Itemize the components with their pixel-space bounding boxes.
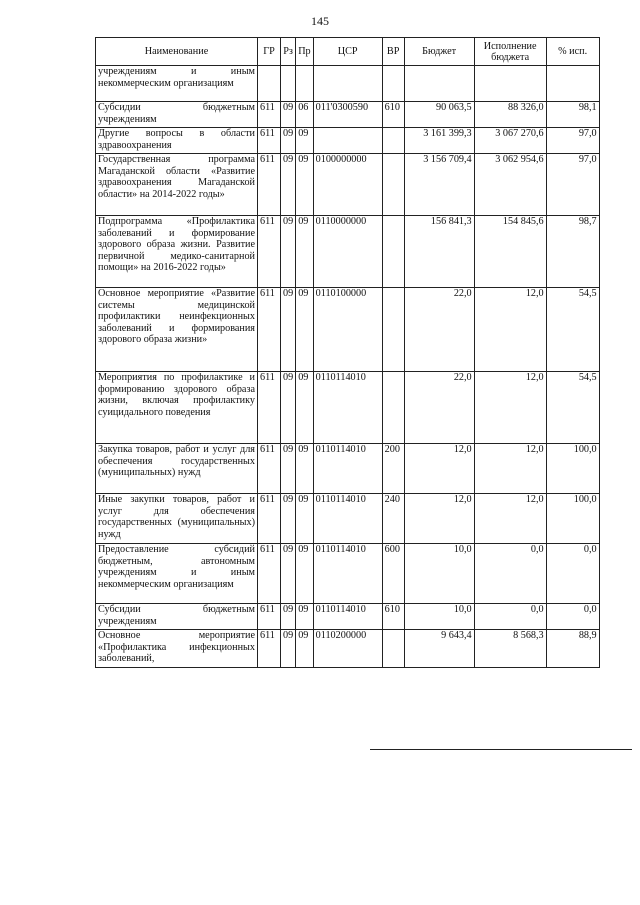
- column-header-percent: % исп.: [546, 38, 599, 66]
- row-gr-cell: 611: [258, 288, 281, 372]
- row-rz-cell: 09: [281, 216, 296, 288]
- row-percent-cell: 97,0: [546, 154, 599, 216]
- row-budget-cell: 156 841,3: [404, 216, 474, 288]
- row-pr-cell: 09: [296, 372, 313, 444]
- row-vr-cell: 610: [382, 604, 404, 630]
- row-gr-cell: 611: [258, 216, 281, 288]
- row-name-cell: [96, 288, 258, 372]
- row-name-cell: [96, 544, 258, 604]
- row-execution-cell: 8 568,3: [474, 630, 546, 668]
- row-csr-cell: [313, 66, 382, 102]
- row-vr-cell: 240: [382, 494, 404, 544]
- row-rz-cell: 09: [281, 604, 296, 630]
- column-header-pr: Пр: [296, 38, 313, 66]
- row-execution-cell: [474, 66, 546, 102]
- row-pr-cell: 09: [296, 494, 313, 544]
- row-gr-cell: 611: [258, 102, 281, 128]
- row-execution-cell: 12,0: [474, 444, 546, 494]
- row-budget-cell: 3 156 709,4: [404, 154, 474, 216]
- table-row: [96, 372, 600, 444]
- row-name-text: Субсидии бюджетным учреждениям: [98, 102, 255, 125]
- row-percent-cell: [546, 66, 599, 102]
- row-name-text: Субсидии бюджетным учреждениям: [98, 604, 255, 627]
- row-csr-cell: 011'0300590: [313, 102, 382, 128]
- table-row: [96, 630, 600, 668]
- row-vr-cell: [382, 372, 404, 444]
- row-gr-cell: 611: [258, 494, 281, 544]
- row-name-cell: [96, 372, 258, 444]
- row-execution-cell: 154 845,6: [474, 216, 546, 288]
- row-execution-cell: 12,0: [474, 494, 546, 544]
- row-rz-cell: 09: [281, 630, 296, 668]
- row-percent-cell: 97,0: [546, 128, 599, 154]
- row-rz-cell: 09: [281, 128, 296, 154]
- column-header-name: Наименование: [96, 38, 258, 66]
- row-rz-cell: 09: [281, 494, 296, 544]
- row-pr-cell: 09: [296, 544, 313, 604]
- row-name-text: Основное мероприятие «Профилактика инфекционных заболеваний,: [98, 630, 255, 665]
- row-execution-cell: 12,0: [474, 372, 546, 444]
- column-header-gr: ГР: [258, 38, 281, 66]
- row-pr-cell: 09: [296, 128, 313, 154]
- row-budget-cell: 22,0: [404, 288, 474, 372]
- footer-divider: [370, 749, 632, 750]
- row-name-cell: [96, 66, 258, 102]
- row-csr-cell: 0110114010: [313, 494, 382, 544]
- row-budget-cell: 10,0: [404, 604, 474, 630]
- row-percent-cell: 54,5: [546, 288, 599, 372]
- row-budget-cell: 12,0: [404, 444, 474, 494]
- table-row: [96, 102, 600, 128]
- row-execution-cell: 0,0: [474, 544, 546, 604]
- table-row: [96, 494, 600, 544]
- row-execution-cell: 12,0: [474, 288, 546, 372]
- row-pr-cell: 09: [296, 630, 313, 668]
- table-row: [96, 154, 600, 216]
- table-row: [96, 544, 600, 604]
- row-csr-cell: 0110114010: [313, 444, 382, 494]
- row-name-text: Подпрограмма «Профилактика заболеваний и формирование здорового образа жизни. Развитие первичной медико-санитарной помощи» на 2016-2022 годы»: [98, 216, 255, 274]
- row-execution-cell: 0,0: [474, 604, 546, 630]
- row-execution-cell: 3 062 954,6: [474, 154, 546, 216]
- row-name-text: Государственная программа Магаданской области «Развитие здравоохранения Магаданской области» на 2014-2022 годы»: [98, 154, 255, 200]
- row-gr-cell: 611: [258, 154, 281, 216]
- row-pr-cell: 09: [296, 604, 313, 630]
- row-vr-cell: 600: [382, 544, 404, 604]
- row-percent-cell: 88,9: [546, 630, 599, 668]
- row-name-cell: [96, 216, 258, 288]
- row-vr-cell: [382, 66, 404, 102]
- row-vr-cell: [382, 288, 404, 372]
- row-execution-cell: 3 067 270,6: [474, 128, 546, 154]
- row-rz-cell: 09: [281, 154, 296, 216]
- row-percent-cell: 0,0: [546, 544, 599, 604]
- table-row: [96, 216, 600, 288]
- row-vr-cell: [382, 128, 404, 154]
- row-percent-cell: 0,0: [546, 604, 599, 630]
- row-gr-cell: 611: [258, 444, 281, 494]
- row-name-cell: [96, 154, 258, 216]
- row-name-cell: [96, 444, 258, 494]
- table-row: [96, 288, 600, 372]
- row-budget-cell: 22,0: [404, 372, 474, 444]
- row-vr-cell: [382, 216, 404, 288]
- column-header-vr: ВР: [382, 38, 404, 66]
- row-percent-cell: 54,5: [546, 372, 599, 444]
- row-name-text: Мероприятия по профилактике и формированию здорового образа жизни, включая профилактику суицидального поведения: [98, 372, 255, 418]
- table-row: [96, 128, 600, 154]
- row-gr-cell: 611: [258, 128, 281, 154]
- row-rz-cell: 09: [281, 288, 296, 372]
- row-budget-cell: 9 643,4: [404, 630, 474, 668]
- row-name-text: Основное мероприятие «Развитие системы медицинской профилактики неинфекционных заболеваний и формирования здорового образа жизни»: [98, 288, 255, 346]
- table-row: [96, 444, 600, 494]
- table-body: [96, 66, 600, 668]
- table-row: [96, 66, 600, 102]
- row-gr-cell: 611: [258, 630, 281, 668]
- row-execution-cell: 88 326,0: [474, 102, 546, 128]
- row-csr-cell: 0110200000: [313, 630, 382, 668]
- row-csr-cell: 0110100000: [313, 288, 382, 372]
- row-rz-cell: 09: [281, 372, 296, 444]
- column-header-csr: ЦСР: [313, 38, 382, 66]
- row-budget-cell: 10,0: [404, 544, 474, 604]
- row-vr-cell: 610: [382, 102, 404, 128]
- row-csr-cell: 0110114010: [313, 604, 382, 630]
- row-percent-cell: 100,0: [546, 494, 599, 544]
- row-rz-cell: 09: [281, 102, 296, 128]
- column-header-budget: Бюджет: [404, 38, 474, 66]
- page-number: 145: [311, 14, 329, 28]
- row-pr-cell: 06: [296, 102, 313, 128]
- budget-execution-table: [95, 37, 600, 668]
- row-pr-cell: 09: [296, 288, 313, 372]
- row-pr-cell: 09: [296, 154, 313, 216]
- row-csr-cell: [313, 128, 382, 154]
- row-rz-cell: 09: [281, 544, 296, 604]
- row-rz-cell: 09: [281, 444, 296, 494]
- row-vr-cell: [382, 154, 404, 216]
- column-header-rz: Рз: [281, 38, 296, 66]
- row-name-cell: [96, 630, 258, 668]
- row-percent-cell: 98,7: [546, 216, 599, 288]
- row-csr-cell: 0110114010: [313, 544, 382, 604]
- row-budget-cell: 12,0: [404, 494, 474, 544]
- row-name-text: учреждениям и иным некоммерческим организациям: [98, 66, 255, 89]
- row-name-text: Предоставление субсидий бюджетным, автономным учреждениям и иным некоммерческим организациям: [98, 544, 255, 590]
- row-name-cell: [96, 128, 258, 154]
- row-csr-cell: 0110000000: [313, 216, 382, 288]
- row-percent-cell: 100,0: [546, 444, 599, 494]
- row-vr-cell: 200: [382, 444, 404, 494]
- row-gr-cell: 611: [258, 604, 281, 630]
- table-row: [96, 604, 600, 630]
- row-name-text: Другие вопросы в области здравоохранения: [98, 128, 255, 151]
- row-budget-cell: 90 063,5: [404, 102, 474, 128]
- row-pr-cell: [296, 66, 313, 102]
- row-name-cell: [96, 604, 258, 630]
- row-vr-cell: [382, 630, 404, 668]
- row-pr-cell: 09: [296, 216, 313, 288]
- row-gr-cell: 611: [258, 544, 281, 604]
- row-name-cell: [96, 494, 258, 544]
- row-name-cell: [96, 102, 258, 128]
- row-budget-cell: 3 161 399,3: [404, 128, 474, 154]
- row-pr-cell: 09: [296, 444, 313, 494]
- table-header-row: [96, 38, 600, 66]
- row-gr-cell: [258, 66, 281, 102]
- row-percent-cell: 98,1: [546, 102, 599, 128]
- row-name-text: Иные закупки товаров, работ и услуг для обеспечения государственных (муниципальных) нужд: [98, 494, 255, 540]
- row-csr-cell: 0110114010: [313, 372, 382, 444]
- row-gr-cell: 611: [258, 372, 281, 444]
- row-name-text: Закупка товаров, работ и услуг для обеспечения государственных (муниципальных) нужд: [98, 444, 255, 479]
- column-header-execution: Исполнение бюджета: [474, 38, 546, 66]
- row-budget-cell: [404, 66, 474, 102]
- row-csr-cell: 0100000000: [313, 154, 382, 216]
- row-rz-cell: [281, 66, 296, 102]
